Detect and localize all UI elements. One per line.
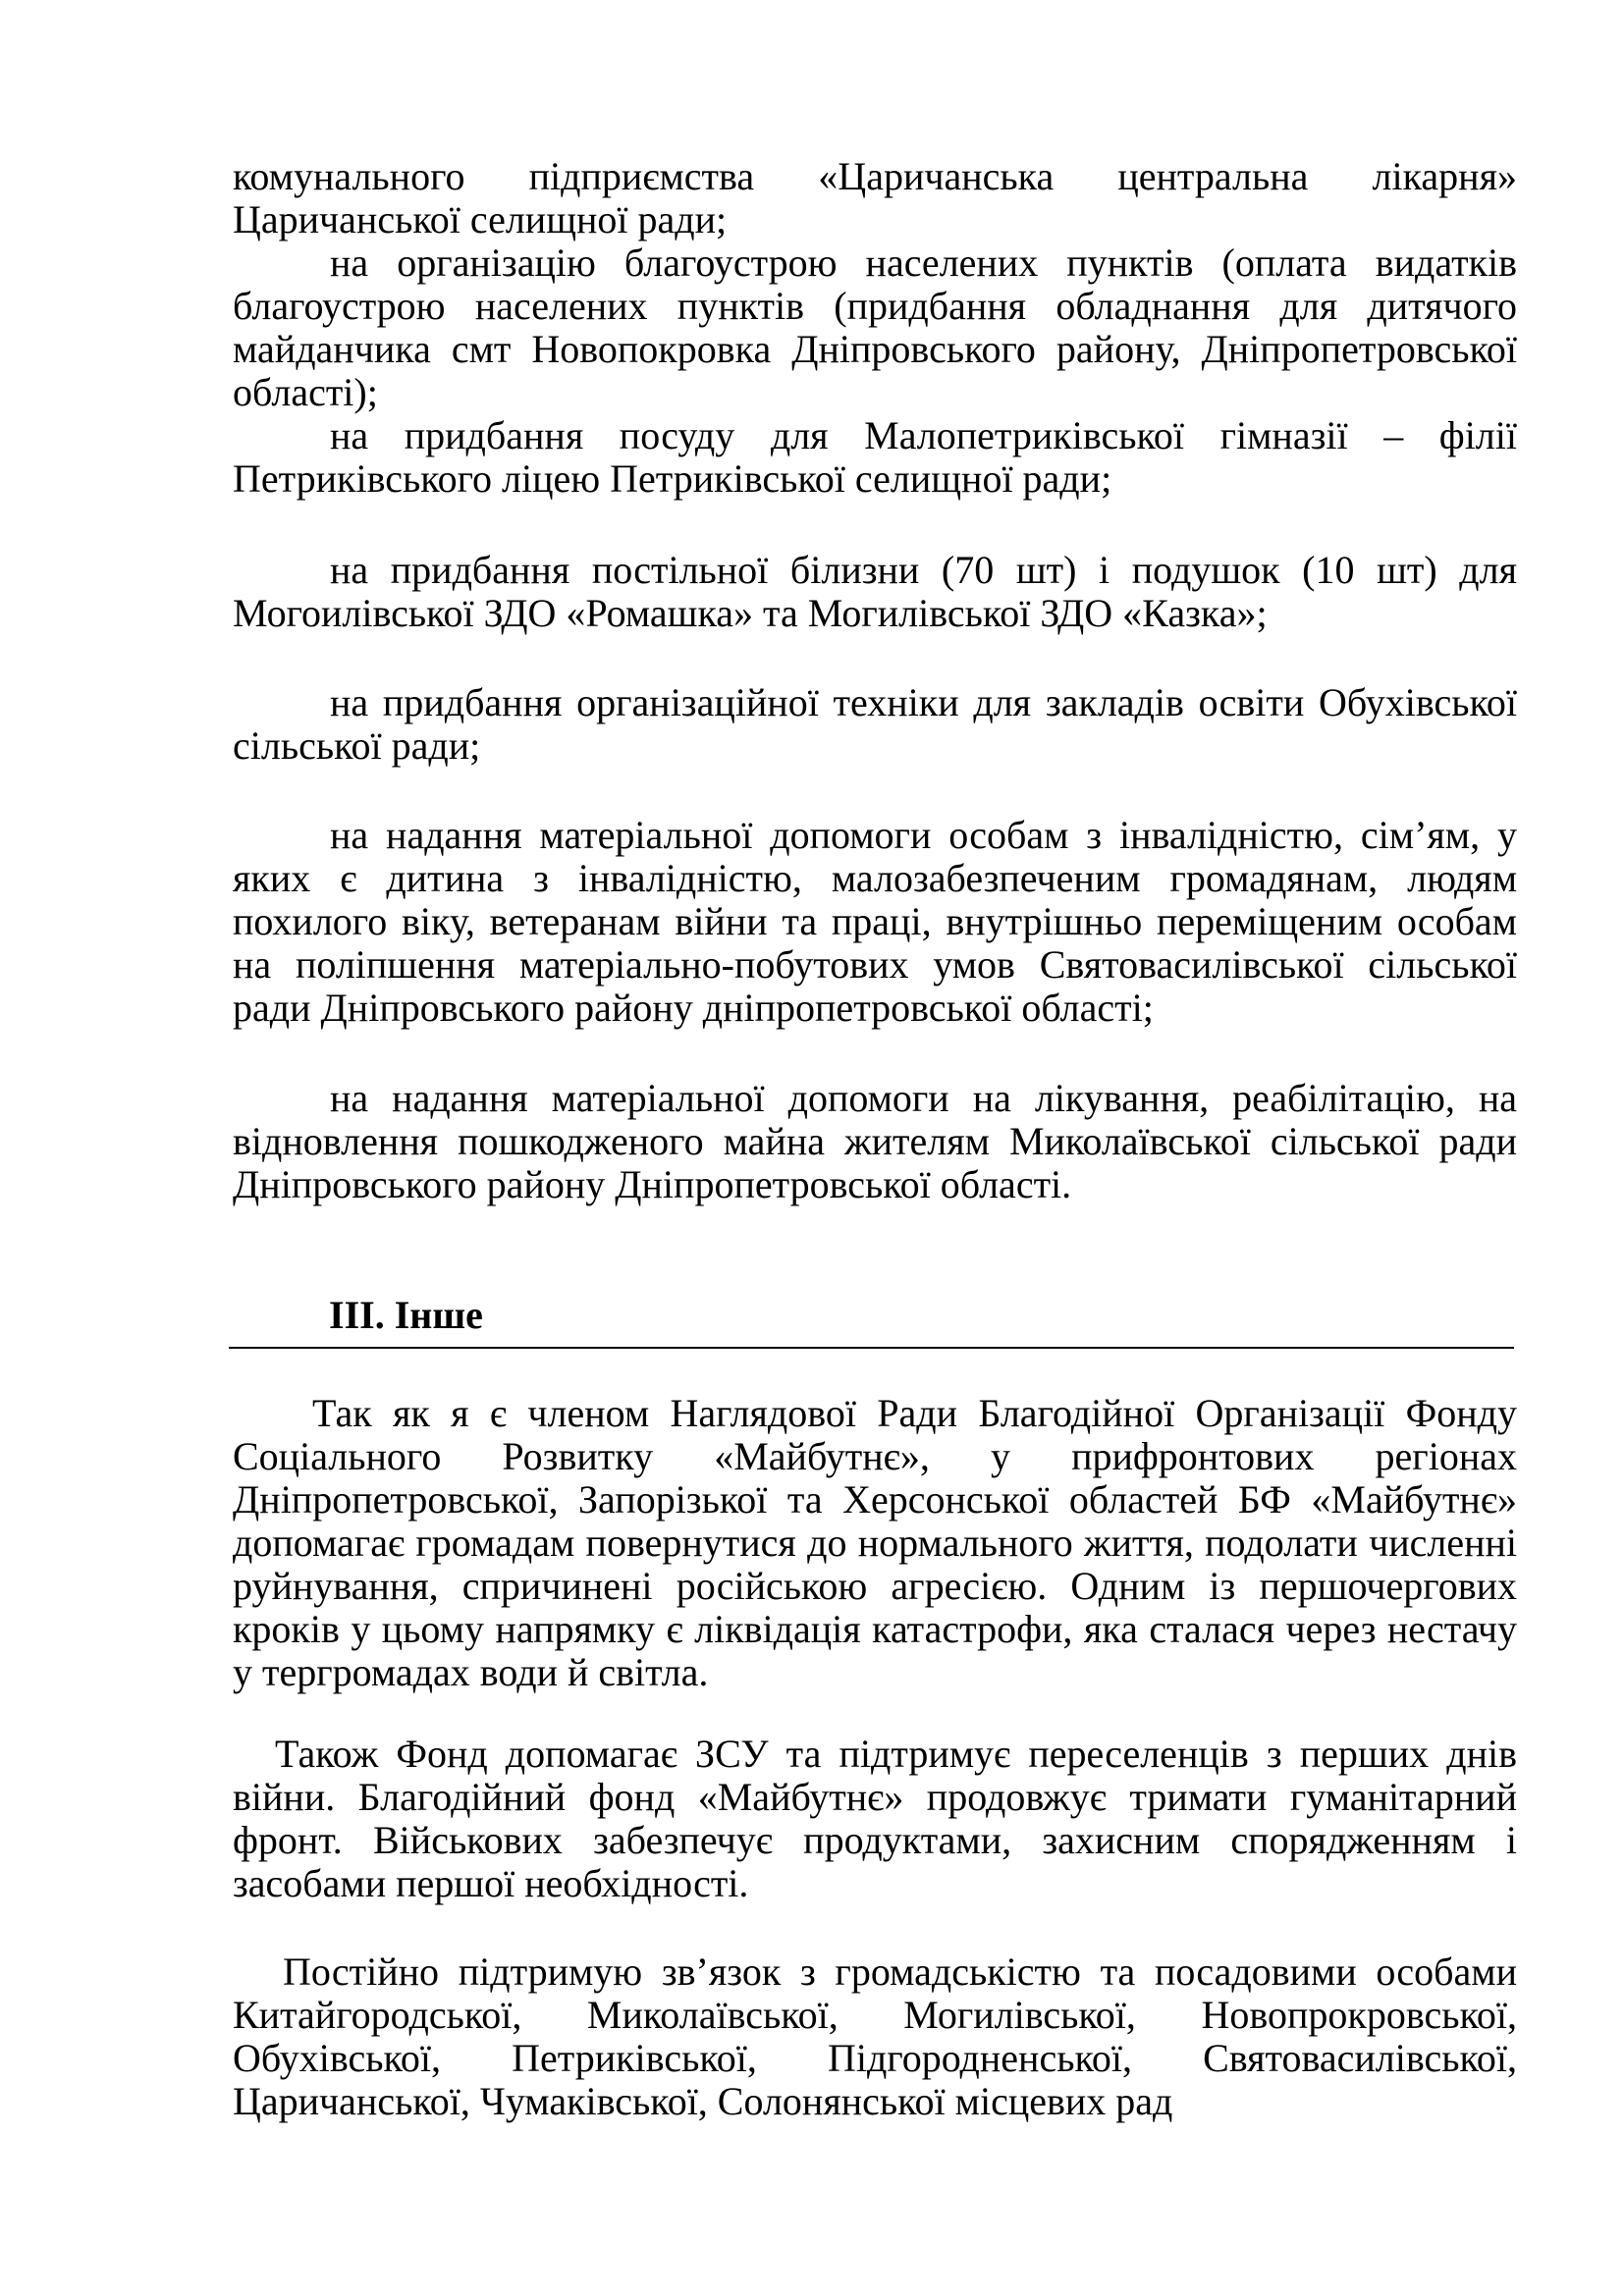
paragraph-posud: на придбання посуду для Малопетриківської гімназії – філії Петриківського ліцею Петриківської селищної ради;: [233, 413, 1517, 501]
paragraph-likuvannia: на надання матеріальної допомоги на лікування, реабілітацію, на відновлення пошкодженого майна жителям Миколаївської сільської ради Дніпровського району Дніпропетровської області.: [233, 1076, 1517, 1206]
section-heading: ІІІ. Інше: [329, 1293, 483, 1337]
paragraph-zviazok: Постійно підтримую зв’язок з громадськістю та посадовими особами Китайгородської, Миколаївської, Могилівської, Новопрокровської, Обухівської, Петриківської, Підгородненської, Святовасилівської, Царичанської, Чумаківської, Солонянської місцевих рад: [233, 1949, 1517, 2123]
paragraph-fond: Так як я є членом Наглядової Ради Благодійної Організації Фонду Соціального Розвитку «Майбутнє», у прифронтових регіонах Дніпропетровської, Запорізької та Херсонської областей БФ «Майбутнє» допомагає громадам повернутися до нормального життя, подолати численні руйнування, спричинені російською агресією. Одним із першочергових кроків у цьому напрямку є ліквідація катастрофи, яка сталася через нестачу у тергромадах води й світла.: [233, 1391, 1517, 1694]
paragraph-continuation: комунального підприємства «Царичанська центральна лікарня» Царичанської селищної ради;: [233, 154, 1517, 241]
paragraph-dopomoga: на надання матеріальної допомоги особам з інвалідністю, сім’ям, у яких є дитина з інвалідністю, малозабезпеченим громадянам, людям похилого віку, ветеранам війни та праці, внутрішньо переміщеним особам на поліпшення матеріально-побутових умов Святовасилівської сільської ради Дніпровського району дніпропетровської області;: [233, 813, 1517, 1030]
paragraph-bilyzna: на придбання постільної білизни (70 шт) і подушок (10 шт) для Могоилівської ЗДО «Ромашка» та Могилівської ЗДО «Казка»;: [233, 548, 1517, 635]
heading-underline: [229, 1347, 1514, 1349]
paragraph-zsu: Також Фонд допомагає ЗСУ та підтримує переселенців з перших днів війни. Благодійний фонд «Майбутнє» продовжує тримати гуманітарний фронт. Військових забезпечує продуктами, захисним спорядженням і засобами першої необхідності.: [233, 1732, 1517, 1905]
paragraph-blagoustriy: на організацію благоустрою населених пунктів (оплата видатків благоустрою населених пунктів (придбання обладнання для дитячого майданчика смт Новопокровка Дніпровського району, Дніпропетровської області);: [233, 240, 1517, 414]
paragraph-tekhnika: на придбання організаційної техніки для закладів освіти Обухівської сільської ради;: [233, 680, 1517, 768]
